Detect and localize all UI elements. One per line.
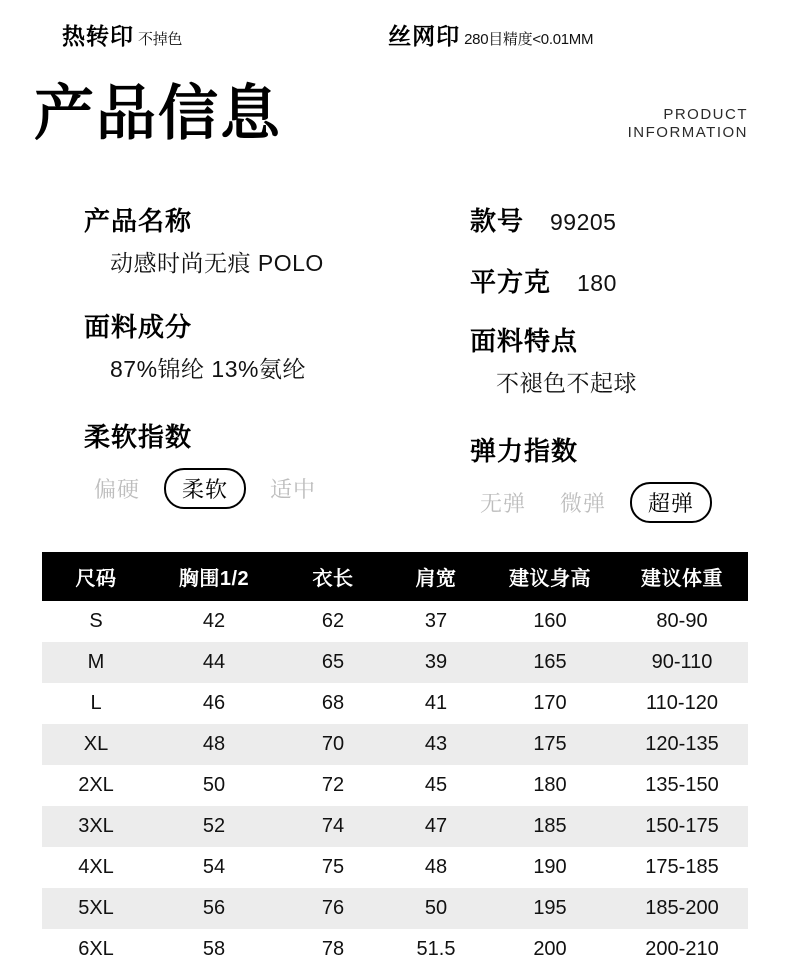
table-row [42, 601, 748, 642]
table-cell: 2XL [78, 774, 114, 796]
print-badge-screen-print [388, 18, 593, 51]
table-cell: 74 [321, 815, 345, 837]
print-badge-subtitle: 280目精度<0.01MM [464, 31, 594, 48]
product-name-label: 产品名称 [84, 206, 193, 236]
page-title-en-line1: PRODUCT [663, 106, 748, 123]
size-table-wrapper [42, 552, 748, 970]
table-row [42, 683, 748, 724]
size-table-header-row [42, 552, 748, 601]
table-row [42, 847, 748, 888]
print-badge-title: 热转印 [62, 23, 134, 49]
table-cell: 39 [424, 651, 448, 673]
table-cell: 62 [321, 610, 345, 632]
fabric-composition-value: 87%锦纶 13%氨纶 [110, 356, 306, 382]
size-table-header-cell: 尺码 [42, 552, 150, 601]
print-badges-row [0, 0, 790, 49]
size-table-header-cell: 建议身高 [484, 552, 616, 601]
table-cell: 75 [321, 856, 345, 878]
table-cell: 50 [424, 897, 448, 919]
softness-option-soft[interactable]: 柔软 [164, 468, 246, 509]
product-name-value: 动感时尚无痕 POLO [110, 250, 324, 276]
table-cell: S [89, 610, 103, 632]
table-cell: 42 [202, 610, 226, 632]
table-cell: 135-150 [645, 774, 719, 796]
table-cell: 200 [533, 938, 567, 960]
size-table-head [42, 552, 748, 601]
table-cell: 120-135 [645, 733, 719, 755]
style-number-field [470, 204, 770, 239]
table-cell: 80-90 [656, 610, 708, 632]
table-row [42, 765, 748, 806]
gsm-label: 平方克 [470, 267, 552, 297]
table-cell: 65 [321, 651, 345, 673]
table-cell: 54 [202, 856, 226, 878]
size-table-header-cell: 肩宽 [388, 552, 484, 601]
table-cell: 190 [533, 856, 567, 878]
fabric-feature-value: 不褪色不起球 [496, 370, 637, 396]
table-cell: 76 [321, 897, 345, 919]
gsm-value: 180 [577, 270, 617, 296]
table-row [42, 724, 748, 765]
table-row [42, 888, 748, 929]
table-cell: 70 [321, 733, 345, 755]
table-cell: 48 [202, 733, 226, 755]
size-table-body [42, 601, 748, 970]
style-number-label: 款号 [470, 206, 525, 236]
table-cell: 175 [533, 733, 567, 755]
table-cell: L [90, 692, 102, 714]
table-cell: 52 [202, 815, 226, 837]
table-cell: 47 [424, 815, 448, 837]
page-title-en [628, 106, 748, 142]
size-table-header-cell: 衣长 [278, 552, 388, 601]
elasticity-option-slight[interactable]: 微弹 [560, 491, 607, 516]
gsm-field [470, 265, 770, 300]
table-cell: 170 [533, 692, 567, 714]
table-cell: 46 [202, 692, 226, 714]
softness-option-hard[interactable]: 偏硬 [94, 477, 141, 502]
table-cell: 6XL [78, 938, 114, 960]
table-cell: 68 [321, 692, 345, 714]
product-info-grid [0, 204, 790, 534]
elasticity-option-none[interactable]: 无弹 [480, 491, 527, 516]
table-cell: 110-120 [646, 692, 718, 714]
page-title-block [0, 82, 790, 174]
table-cell: 185 [533, 815, 567, 837]
table-cell: 150-175 [645, 815, 719, 837]
table-row [42, 929, 748, 970]
print-badge-subtitle: 不掉色 [138, 31, 183, 48]
table-cell: M [87, 651, 105, 673]
info-column-right [470, 204, 770, 523]
table-row [42, 806, 748, 847]
table-cell: 185-200 [645, 897, 719, 919]
table-cell: 48 [424, 856, 448, 878]
print-badge-title: 丝网印 [388, 23, 461, 49]
elasticity-index-label: 弹力指数 [470, 436, 579, 466]
table-cell: 43 [424, 733, 448, 755]
table-cell: 37 [424, 610, 448, 632]
table-cell: 44 [202, 651, 226, 673]
table-cell: 4XL [78, 856, 114, 878]
softness-option-medium[interactable]: 适中 [270, 477, 317, 502]
print-badge-heat-transfer [62, 18, 182, 51]
table-cell: 5XL [78, 897, 114, 919]
table-cell: 56 [202, 897, 226, 919]
table-cell: 51.5 [416, 938, 456, 960]
table-cell: 160 [533, 610, 567, 632]
size-table [42, 552, 748, 970]
table-cell: 50 [202, 774, 226, 796]
table-cell: 175-185 [645, 856, 719, 878]
elasticity-option-super[interactable]: 超弹 [630, 482, 712, 523]
softness-index-label: 柔软指数 [84, 422, 193, 452]
table-cell: 58 [202, 938, 226, 960]
table-cell: 78 [321, 938, 345, 960]
table-cell: XL [83, 733, 109, 755]
table-row [42, 642, 748, 683]
table-cell: 41 [424, 692, 448, 714]
table-cell: 165 [533, 651, 567, 673]
page-title-en-line2: INFORMATION [627, 124, 748, 141]
style-number-value: 99205 [550, 209, 617, 235]
table-cell: 90-110 [651, 651, 713, 673]
table-cell: 3XL [78, 815, 114, 837]
table-cell: 72 [321, 774, 345, 796]
fabric-feature-label: 面料特点 [470, 326, 579, 356]
table-cell: 200-210 [645, 938, 719, 960]
elasticity-index-options [470, 482, 770, 523]
size-table-header-cell: 建议体重 [616, 552, 748, 601]
table-cell: 45 [424, 774, 448, 796]
table-cell: 180 [533, 774, 567, 796]
softness-index-options [84, 468, 464, 509]
table-cell: 195 [533, 897, 567, 919]
size-table-header-cell: 胸围1/2 [150, 552, 278, 601]
page-title: 产品信息 [34, 80, 282, 147]
info-column-left [84, 204, 464, 509]
fabric-composition-label: 面料成分 [84, 312, 193, 342]
